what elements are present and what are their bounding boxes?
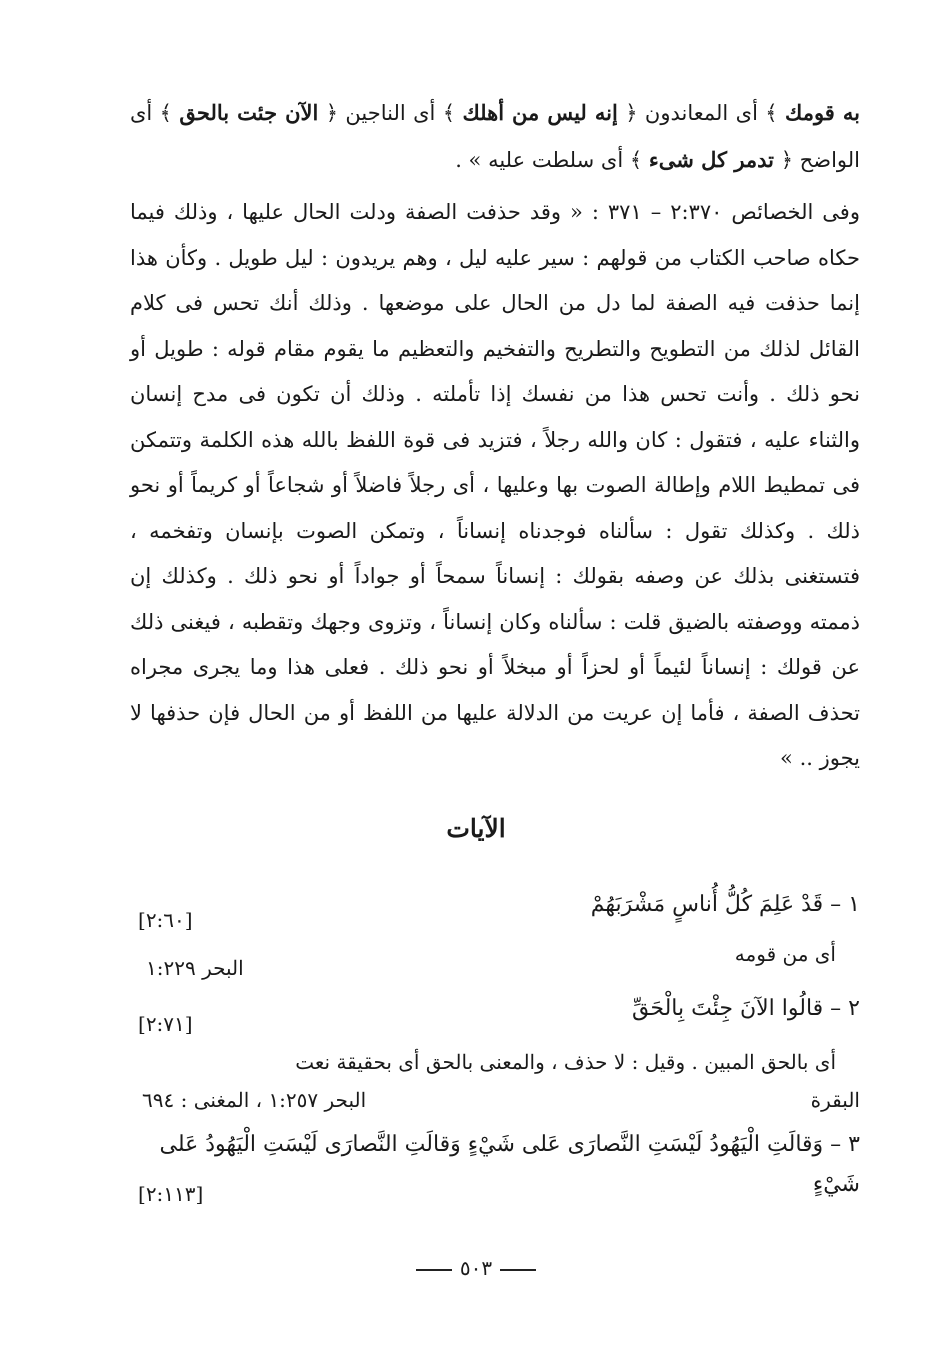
- verse-3-row: [138, 1132, 860, 1172]
- verse-1-text: ١ – قَدْ عَلِمَ كُلُّ أُناسٍ مَشْرَبَهُمْ: [590, 892, 860, 917]
- quoted-phrase: تدمر كل شىء: [648, 146, 775, 172]
- gloss-text: ﴾ أى الناجين ﴿: [318, 101, 463, 125]
- verse-2-note: أى بالحق المبين . وقيل : لا حذف ، والمعنى بالحق أى بحقيقة نعت: [295, 1050, 836, 1074]
- verse-1-row: [138, 892, 860, 932]
- verse-2-note-row: [138, 1050, 860, 1090]
- verse-3-continuation-row: [138, 1172, 860, 1212]
- page-number-dash-left: [500, 1269, 536, 1271]
- verse-2-note-continuation: البقرة: [810, 1088, 860, 1112]
- verse-2-source-row: [138, 1088, 860, 1128]
- page-number-dash-right: [416, 1269, 452, 1271]
- verse-2-text: ٢ – قالُوا الآنَ جِئْتَ بِالْحَقِّ: [632, 996, 860, 1021]
- quoted-phrase: الآن جئت بالحق: [179, 100, 319, 125]
- verses-list: [138, 892, 860, 1222]
- verse-3-text: ٣ – وَقالَتِ الْيَهُودُ لَيْسَتِ النَّصارَى عَلى شَيْءٍ وَقالَتِ النَّصارَى لَيْسَتِ الْيَهُودُ عَلى: [159, 1132, 860, 1157]
- gloss-text: ﴾ أى الواضح ﴿: [130, 101, 860, 172]
- quoted-phrase: به قومك: [785, 100, 860, 125]
- khasais-quotation-paragraph: وفى الخصائص ٢:٣٧٠ – ٣٧١ : « وقد حذفت الصفة ودلت الحال عليها ، وذلك فيما حكاه صاحب الكتاب من قولهم : سير عليه ليل ، وهم يريدون : ليل طويل . وكأن هذا إنما حذفت فيه الصفة لما دل من الحال على موضعها . وذلك أنك تحس فى كلام القائل لذلك من التطويح والتطريح والتفخيم والتعظيم ما يقوم مقام قوله : طويل أو نحو ذلك . وأنت تحس هذا من نفسك إذا تأملته . وذلك أن تكون فى مدح إنسان والثناء عليه ، فتقول : كان والله رجلاً ، فتزيد فى قوة اللفظ بالله هذه الكلمة وتتمكن فى تمطيط اللام وإطالة الصوت بها وعليها ، أى رجلاً فاضلاً أو شجاعاً أو كريماً أو نحو ذلك . وكذلك تقول : سألناه فوجدناه إنساناً ، وتمكن الصوت بإنسان وتفخمه ، فتستغنى بذلك عن وصفه بقولك : إنساناً سمحاً أو جواداً أو نحو ذلك . وكذلك إن ذممته ووصفته بالضيق قلت : سألناه وكان إنساناً ، وتزوى وجهك وتقطبه ، فيغنى ذلك عن قولك : إنساناً لئيماً أو لحزاً أو مبخلاً أو نحو ذلك . فعلى هذا وما يجرى مجراه تحذف الصفة ، فأما إن عريت من الدلالة عليها من اللفظ أو من الحال فإن حذفها لا يجوز .. »: [130, 200, 860, 770]
- gloss-text: ﴾ أى المعاندون ﴿: [617, 101, 786, 125]
- verse-1-reference: [٢:٦٠]: [138, 908, 193, 932]
- verse-3-continuation: شَيْءٍ: [812, 1172, 860, 1197]
- gloss-text: ﴾ أى سلطت عليه » .: [455, 147, 649, 172]
- verse-1-note: أى من قومه: [734, 942, 836, 966]
- verse-1-note-row: [138, 942, 860, 982]
- page-number: [0, 1256, 952, 1280]
- verse-2-row: [138, 996, 860, 1036]
- verse-3-reference: [٢:١١٣]: [138, 1182, 204, 1206]
- page-number-value: ٥٠٣: [459, 1256, 493, 1280]
- quoted-phrase: إنه ليس من أهلك: [462, 100, 618, 125]
- verse-1-source: البحر ١:٢٢٩: [146, 956, 244, 980]
- section-heading: الآيات: [446, 814, 506, 843]
- opening-paragraph: [130, 90, 860, 183]
- verse-2-source: البحر ١:٢٥٧ ، المغنى : ٦٩٤: [142, 1088, 367, 1112]
- verse-2-reference: [٢:٧١]: [138, 1012, 193, 1036]
